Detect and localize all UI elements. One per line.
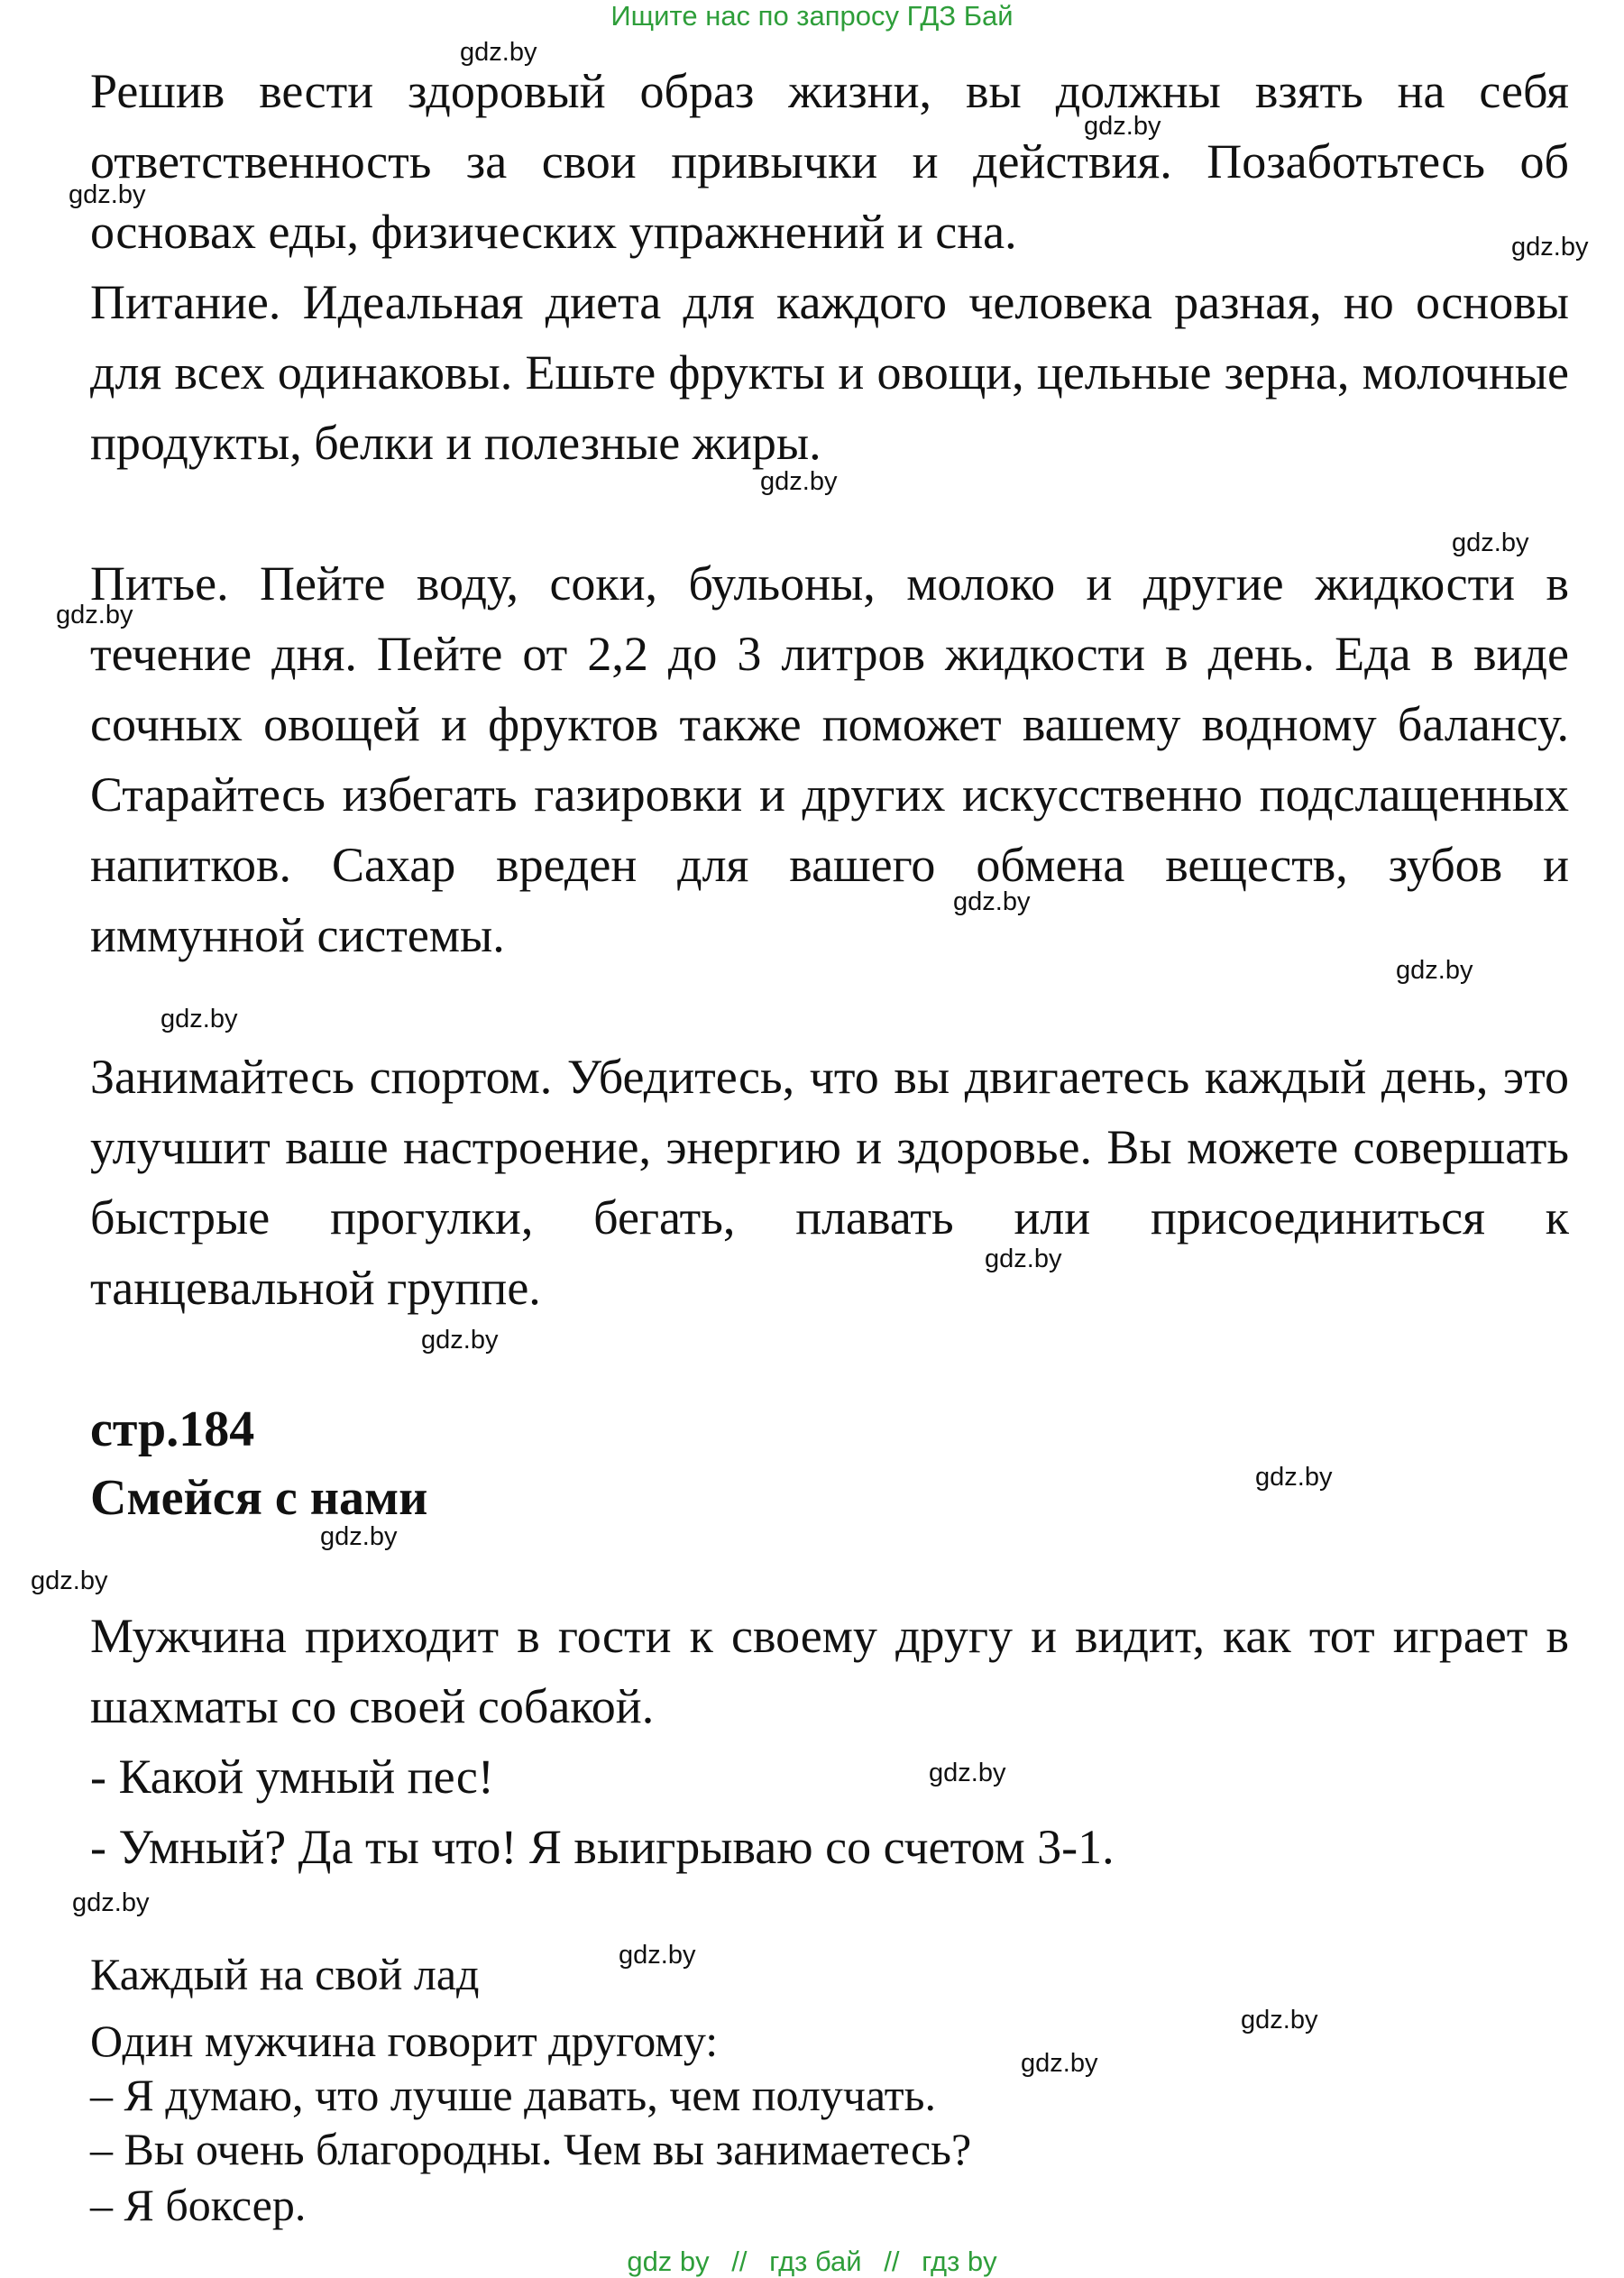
watermark: gdz.by (161, 1005, 238, 1033)
page-reference: стр.184 (90, 1401, 255, 1457)
watermark: gdz.by (1084, 112, 1161, 141)
footer-link[interactable]: гдз бай (769, 2246, 862, 2277)
watermark: gdz.by (1396, 956, 1473, 985)
joke-line: Один мужчина говорит другому: (90, 2016, 719, 2066)
site-banner[interactable]: Ищите нас по запросу ГДЗ Бай (610, 0, 1014, 32)
watermark: gdz.by (1241, 2006, 1318, 2035)
footer-links (0, 2246, 1624, 2278)
watermark: gdz.by (421, 1326, 499, 1355)
paragraph-sport: Занимайтесь спортом. Убедитесь, что вы двигаетесь каждый день, это улучшит ваше настроение, энергию и здоровье. Вы можете совершать быстрые прогулки, бегать, плавать или присоединиться к танцевальной группе. (90, 1050, 1569, 1315)
watermark: gdz.by (1255, 1463, 1333, 1492)
watermark: gdz.by (56, 601, 133, 629)
joke-title: Каждый на свой лад (90, 1949, 480, 1999)
watermark: gdz.by (985, 1245, 1062, 1273)
watermark: gdz.by (31, 1566, 108, 1595)
joke-line: – Вы очень благородны. Чем вы занимаетесь? (90, 2124, 972, 2174)
joke-intro: Мужчина приходит в гости к своему другу и видит, как тот играет в шахматы со своей собакой. (90, 1609, 1569, 1733)
paragraph-nutrition: Питание. Идеальная диета для каждого человека разная, но основы для всех одинаковы. Ешьте фрукты и овощи, цельные зерна, молочные продукты, белки и полезные жиры. (90, 275, 1569, 470)
watermark: gdz.by (460, 38, 537, 67)
joke-line: – Я боксер. (90, 2180, 307, 2230)
footer-link[interactable]: gdz by (627, 2246, 710, 2277)
section-title: Смейся с нами (90, 1470, 428, 1526)
watermark: gdz.by (72, 1888, 150, 1917)
joke-line: – Я думаю, что лучше давать, чем получать. (90, 2070, 936, 2120)
paragraph-intro: Решив вести здоровый образ жизни, вы должны взять на себя ответственность за свои привычки и действия. Позаботьтесь об основах еды, физических упражнений и сна. (90, 64, 1569, 259)
joke-line: - Умный? Да ты что! Я выигрываю со счетом 3-1. (90, 1820, 1115, 1874)
paragraph-drinking: Питье. Пейте воду, соки, бульоны, молоко и другие жидкости в течение дня. Пейте от 2,2 до 3 литров жидкости в день. Еда в виде сочных овощей и фруктов также поможет вашему водному балансу. Старайтесь избегать газировки и других искусственно подслащенных напитков. Сахар вреден для вашего обмена веществ, зубов и иммунной системы. (90, 556, 1569, 962)
watermark: gdz.by (1021, 2049, 1098, 2078)
watermark: gdz.by (929, 1759, 1006, 1787)
watermark: gdz.by (953, 887, 1031, 916)
watermark: gdz.by (760, 467, 838, 496)
footer-separator: // (731, 2246, 748, 2277)
joke-line: - Какой умный пес! (90, 1750, 494, 1804)
watermark: gdz.by (619, 1941, 696, 1970)
watermark: gdz.by (69, 180, 146, 209)
watermark: gdz.by (1452, 528, 1529, 557)
watermark: gdz.by (320, 1522, 398, 1551)
footer-separator: // (884, 2246, 900, 2277)
watermark: gdz.by (1511, 233, 1589, 262)
footer-link[interactable]: гдз by (922, 2246, 997, 2277)
